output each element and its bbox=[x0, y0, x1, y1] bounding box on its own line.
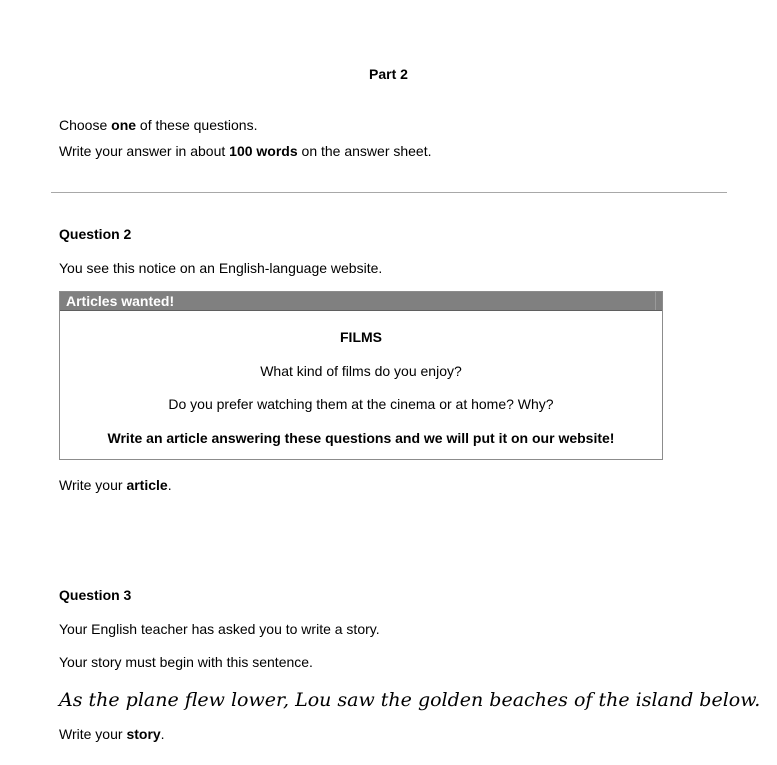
question2-instruction-post: . bbox=[167, 477, 172, 493]
question3-instruction-post: . bbox=[160, 726, 165, 742]
notice-question-2: Do you prefer watching them at the cinema or at home? Why? bbox=[168, 396, 554, 412]
notice-header-separator bbox=[655, 292, 656, 310]
question3-instruction-pre: Write your bbox=[59, 726, 127, 742]
notice-call-to-action: Write an article answering these questions and we will put it on our website! bbox=[107, 430, 615, 446]
question2-instruction-bold: article bbox=[126, 477, 168, 493]
notice-header bbox=[60, 292, 662, 311]
section-divider bbox=[51, 192, 727, 193]
notice-header-label: Articles wanted! bbox=[66, 293, 175, 309]
question3-heading: Question 3 bbox=[59, 587, 132, 603]
intro-line-words-pre: Write your answer in about bbox=[59, 143, 230, 159]
notice-title: FILMS bbox=[340, 329, 382, 345]
intro-line-words bbox=[59, 143, 432, 160]
intro-line-choose bbox=[59, 117, 257, 134]
story-opening-sentence: As the plane flew lower, Lou saw the golden beaches of the island below. bbox=[59, 689, 761, 711]
notice-question-1: What kind of films do you enjoy? bbox=[260, 363, 462, 379]
question2-heading: Question 2 bbox=[59, 226, 132, 242]
question3-prompt-2: Your story must begin with this sentence. bbox=[59, 654, 313, 670]
intro-line-choose-post: of these questions. bbox=[136, 117, 258, 133]
intro-line-words-bold: 100 words bbox=[229, 143, 298, 159]
question2-instruction-pre: Write your bbox=[59, 477, 127, 493]
intro-line-choose-bold: one bbox=[111, 117, 137, 133]
question2-prompt: You see this notice on an English-language website. bbox=[59, 260, 383, 276]
question3-instruction-bold: story bbox=[126, 726, 161, 742]
intro-line-choose-pre: Choose bbox=[59, 117, 112, 133]
question2-instruction bbox=[59, 477, 172, 494]
notice-box bbox=[59, 291, 663, 460]
part-title: Part 2 bbox=[369, 66, 408, 82]
intro-line-words-post: on the answer sheet. bbox=[297, 143, 432, 159]
question3-instruction bbox=[59, 726, 165, 743]
question3-prompt-1: Your English teacher has asked you to write a story. bbox=[59, 621, 380, 637]
